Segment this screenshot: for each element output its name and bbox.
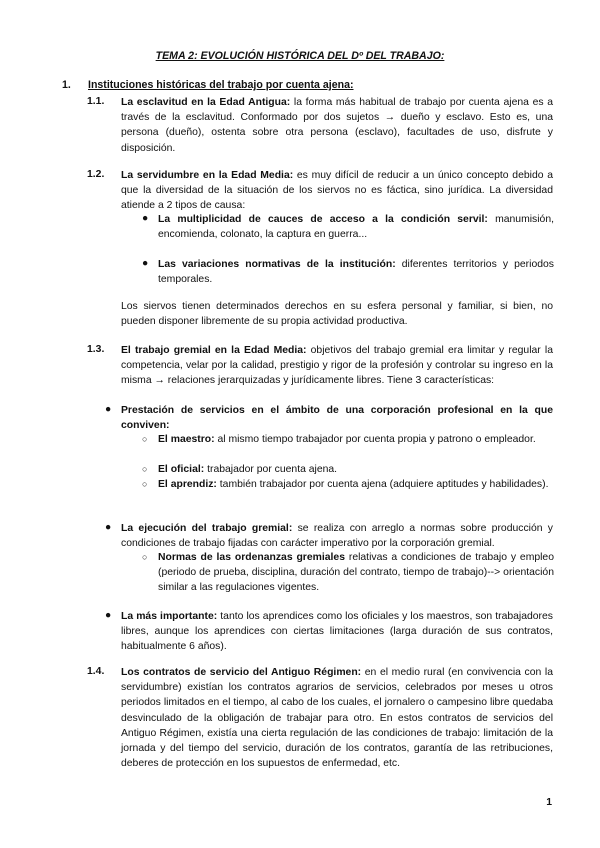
s12-closing: Los siervos tienen determinados derechos en su esfera personal y familiar, si bien, no pueden disponer libremente de su propia actividad productiva. xyxy=(121,301,553,328)
s12-bullet-2-text: diferentes territorios y periodos temporales. xyxy=(158,259,554,286)
s13-maestro-heading: El maestro: xyxy=(158,434,215,445)
s14-number: 1.4. xyxy=(87,666,105,677)
bullet-icon: ● xyxy=(105,522,112,533)
s13-normas-heading: Normas de las ordenanzas gremiales xyxy=(158,552,345,563)
s13-normas-text: relativas a condiciones de trabajo y empleo (periodo de prueba, disciplina, duración del contrato, tiempo de trabajo)--> orientación similar a las regulaciones vigentes. xyxy=(158,552,554,594)
s12-bullet-1 xyxy=(158,212,554,242)
s12-heading: La servidumbre en la Edad Media: xyxy=(121,170,294,181)
s13-number: 1.3. xyxy=(87,344,105,355)
section-1-title: Instituciones históricas del trabajo por cuenta ajena: xyxy=(88,79,354,91)
s12-paragraph xyxy=(121,168,553,214)
circle-bullet-icon: ○ xyxy=(142,552,148,562)
bullet-icon: ● xyxy=(142,213,149,224)
s11-paragraph xyxy=(121,95,553,156)
s14-text: en el medio rural (en convivencia con la servidumbre) existían los contratos agrarios de servicios, celebrados por meses u otros periodos limitados en el tiempo, al cabo de los cuales, el jornalero o campesino libre quedaba desvinculado de la obligación de trabajar para otro. En estos contratos de servicios del Antiguo Régimen, existía una cierta regulación de las condiciones de trabajo: limitación de la jornada y del tiempo del servicio, duración de los contratos, garantía de las retribuciones, deberes de protección en los supuestos de enfermedad, etc. xyxy=(121,667,554,770)
s12-number: 1.2. xyxy=(87,169,105,180)
s13-maestro-text: al mismo tiempo trabajador por cuenta propia y patrono o empleador. xyxy=(217,434,536,445)
s12-bullet-1-text: manumisión, encomienda, colonato, la captura en guerra... xyxy=(158,214,554,241)
s14-paragraph xyxy=(121,665,553,771)
s11-number: 1.1. xyxy=(87,96,105,107)
s12-bullet-2 xyxy=(158,257,554,287)
s13-aprendiz-text: también trabajador por cuenta ajena (adquiere aptitudes y habilidades). xyxy=(219,479,549,490)
s12-bullet-1-heading: La multiplicidad de cauces de acceso a la condición servil: xyxy=(158,214,488,225)
s13-bullet-2-text: se realiza con arreglo a normas sobre producción y condiciones de trabajo fijadas con carácter imperativo por la corporación gremial. xyxy=(121,523,553,550)
circle-bullet-icon: ○ xyxy=(142,479,148,489)
s13-oficial-text: trabajador por cuenta ajena. xyxy=(207,464,338,475)
s13-oficial-heading: El oficial: xyxy=(158,464,205,475)
s13-bullet-2 xyxy=(121,521,553,551)
s13-aprendiz-heading: El aprendiz: xyxy=(158,479,217,490)
s13-text: objetivos del trabajo gremial era limitar y regular la competencia, velar por la calidad, prestigio y rigor de la profesión y controlar su ingreso en la misma → relaciones jerarquizadas y jurídicamente libres. Tiene 3 características: xyxy=(121,345,554,387)
s13-bullet-3-heading: La más importante: xyxy=(121,611,218,622)
bullet-icon: ● xyxy=(105,404,112,415)
s13-item-maestro xyxy=(158,432,554,447)
s12-bullet-2-heading: Las variaciones normativas de la institución: xyxy=(158,259,396,270)
page-number: 1 xyxy=(546,797,552,808)
bullet-icon: ● xyxy=(105,610,112,621)
s13-item-aprendiz xyxy=(158,477,554,492)
s13-bullet-2-heading: La ejecución del trabajo gremial: xyxy=(121,523,293,534)
document-title: TEMA 2: EVOLUCIÓN HISTÓRICA DEL Dº DEL TRABAJO: xyxy=(155,50,445,62)
s13-bullet-3-text: tanto los aprendices como los oficiales y los maestros, son trabajadores libres, aunque los aprendices con ciertas limitaciones (larga duración de sus contratos, habitualmente 6 años). xyxy=(121,611,553,653)
s14-heading: Los contratos de servicio del Antiguo Régimen: xyxy=(121,667,362,678)
s13-heading: El trabajo gremial en la Edad Media: xyxy=(121,345,307,356)
s11-heading: La esclavitud en la Edad Antigua: xyxy=(121,97,291,108)
s13-item-normas xyxy=(158,550,554,596)
s11-text: la forma más habitual de trabajo por cuenta ajena es a través de la esclavitud. Conformado por dos sujetos → dueño y esclavo. Esto es, una persona (dueño), ostenta sobre otra persona (esclavo), facultades de uso, disfrute y disposición. xyxy=(121,97,553,154)
s13-bullet-1 xyxy=(121,403,553,433)
bullet-icon: ● xyxy=(142,258,149,269)
s13-item-oficial xyxy=(158,462,554,477)
s13-bullet-3 xyxy=(121,609,553,655)
circle-bullet-icon: ○ xyxy=(142,464,148,474)
s13-bullet-1-heading: Prestación de servicios en el ámbito de una corporación profesional en la que conviven: xyxy=(121,405,553,432)
s13-paragraph xyxy=(121,343,553,389)
s12-text: es muy difícil de reducir a un único concepto debido a que la diversidad de la situación de los siervos no es fáctica, sino jurídica. La diversidad atiende a 2 tipos de causa: xyxy=(121,170,553,212)
section-1-number: 1. xyxy=(62,79,71,91)
circle-bullet-icon: ○ xyxy=(142,434,148,444)
